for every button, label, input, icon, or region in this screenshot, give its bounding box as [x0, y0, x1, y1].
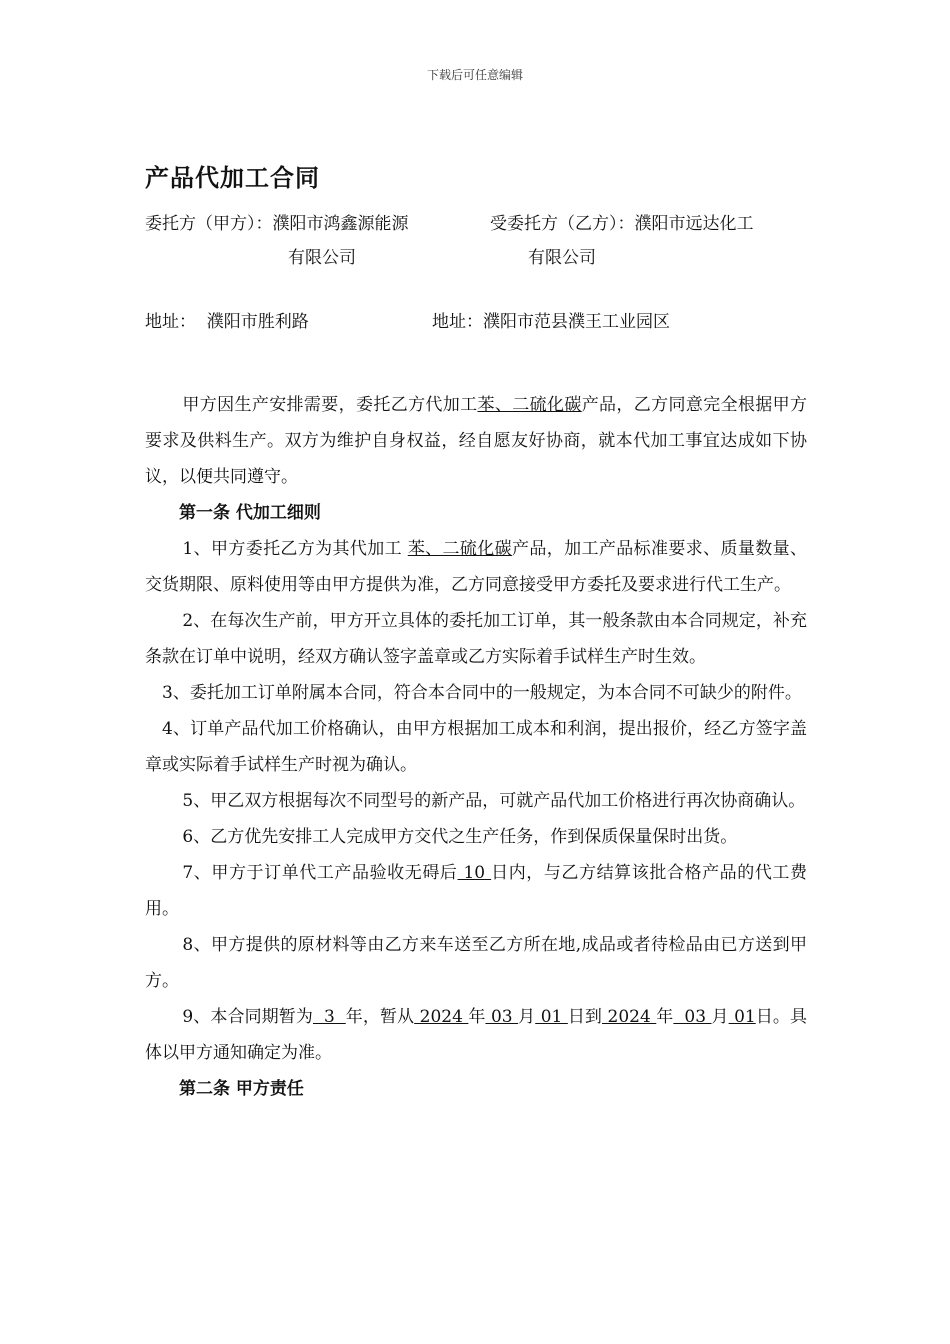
clause-1-text-1: 1、甲方委托乙方为其代加工: [182, 539, 408, 559]
party-b-address: 地址：濮阳市范县濮王工业园区: [432, 312, 670, 332]
clause-9-text-3: 年: [468, 1007, 486, 1027]
clause-5: 5、甲乙双方根据每次不同型号的新产品，可就产品代加工价格进行再次协商确认。: [182, 791, 806, 811]
intro-text-1: 甲方因生产安排需要，委托乙方代加工: [182, 395, 478, 415]
clause-9-text-6: 年: [656, 1007, 674, 1027]
clause-4: 4、订单产品代加工价格确认，由甲方根据加工成本和利润，提出报价，经乙方签字盖章或实际着手试样生产时视为确认。: [145, 719, 807, 775]
clause-7: [145, 855, 807, 927]
intro-paragraph: [145, 387, 807, 495]
settlement-days: 10: [457, 863, 492, 883]
clause-1: [145, 531, 807, 603]
start-month: 03: [485, 1007, 519, 1027]
clause-9-text-2: 年，暂从: [345, 1007, 415, 1027]
clause-2: 2、在每次生产前，甲方开立具体的委托加工订单，其一般条款由本合同规定，补充条款在订单中说明，经双方确认签字盖章或乙方实际着手试样生产时生效。: [145, 611, 807, 667]
party-b-line2: 有限公司: [528, 248, 596, 268]
clause-9-text-8: 日。具体以甲方通知确定为准。: [145, 1007, 808, 1063]
page-header-note: 下载后可任意编辑: [426, 68, 523, 82]
clause-9-text-7: 月: [711, 1007, 729, 1027]
party-a-line2: 有限公司: [288, 248, 356, 268]
end-year: 2024: [602, 1007, 657, 1027]
party-a-address: 地址： 濮阳市胜利路: [145, 312, 309, 332]
intro-text-2: 产品，乙方同意完全根据甲方要求及供料生产。双方为维护自身权益，经自愿友好协商，就本代加工事宜达成如下协议，以便共同遵守。: [145, 395, 808, 487]
clause-3: 3、委托加工订单附属本合同，符合本合同中的一般规定，为本合同不可缺少的附件。: [162, 683, 802, 703]
party-a: [145, 207, 465, 275]
clause-7-text-1: 7、甲方于订单代工产品验收无碍后: [182, 863, 458, 883]
contract-body: [145, 387, 807, 1107]
section-2-heading: 第二条 甲方责任: [179, 1079, 304, 1099]
clause-7-text-2: 日内，与乙方结算该批合格产品的代工费用。: [145, 863, 807, 919]
party-b-line1: 受委托方（乙方）：濮阳市远达化工: [490, 214, 754, 234]
document-title: 产品代加工合同: [145, 163, 320, 192]
clause-9: [145, 999, 807, 1071]
clause-1-product: 苯、二硫化碳: [407, 539, 513, 559]
clause-6: 6、乙方优先安排工人完成甲方交代之生产任务，作到保质保量保时出货。: [182, 827, 738, 847]
clause-1-text-2: 产品，加工产品标准要求、质量数量、交货期限、原料使用等由甲方提供为准，乙方同意接受甲方委托及要求进行代工生产。: [145, 539, 807, 595]
term-years: 3: [312, 1007, 346, 1027]
clause-9-text-1: 9、本合同期暂为: [182, 1007, 313, 1027]
party-a-line1: 委托方（甲方）：濮阳市鸿鑫源能源: [145, 214, 409, 234]
end-month: 03: [673, 1007, 712, 1027]
clause-9-text-5: 日到: [567, 1007, 603, 1027]
clause-9-text-4: 月: [518, 1007, 536, 1027]
product-name: 苯、二硫化碳: [477, 395, 582, 415]
address-row: [145, 305, 807, 341]
contract-page: [145, 150, 807, 1107]
clause-8: 8、甲方提供的原材料等由乙方来车送至乙方所在地,成品或者待检品由已方送到甲方。: [145, 935, 807, 991]
parties-block: [145, 207, 807, 305]
start-day: 01: [535, 1007, 568, 1027]
end-day: 01: [728, 1007, 756, 1027]
start-year: 2024: [414, 1007, 469, 1027]
party-b: [490, 207, 810, 275]
section-1-heading: 第一条 代加工细则: [179, 503, 321, 523]
